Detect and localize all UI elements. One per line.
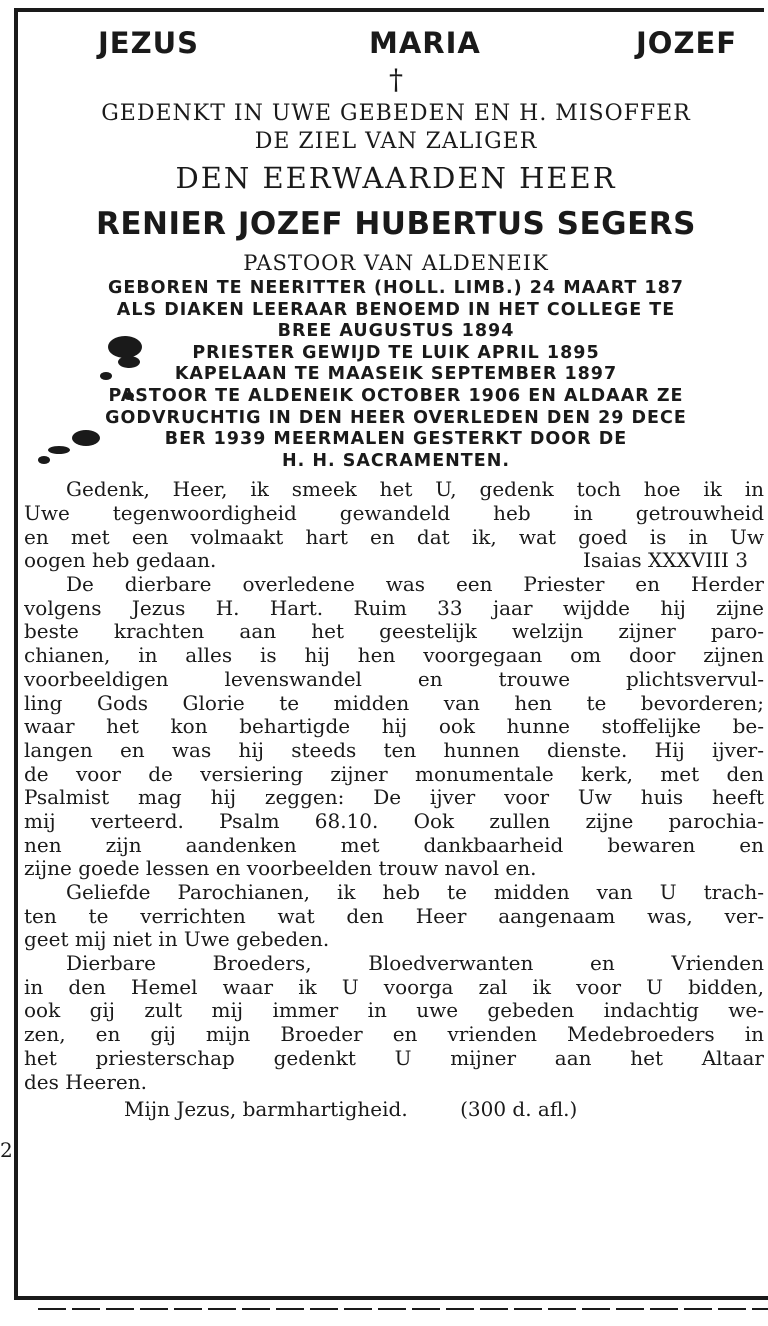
tribute-line: de voor de versiering zijner monumentale kerk, met den bbox=[24, 762, 764, 786]
tribute-line: chianen, in alles is hij hen voorgegaan om door zijnen bbox=[24, 644, 764, 668]
biography-line: GEBOREN TE NEERITTER (HOLL. LIMB.) 24 MAART 187 bbox=[108, 278, 684, 298]
scripture-line: oogen heb gedaan. bbox=[24, 549, 217, 573]
margin-page-mark: 2 bbox=[0, 1138, 13, 1162]
parishioners-line: geet mij niet in Uwe gebeden. bbox=[24, 928, 330, 952]
indulgence-note: (300 d. afl.) bbox=[460, 1097, 578, 1122]
parishioners-paragraph bbox=[24, 881, 768, 952]
parishioners-line: Geliefde Parochianen, ik heb te midden van U trach- bbox=[66, 881, 764, 905]
closing-prayer-row bbox=[24, 1094, 768, 1124]
header-jezus: JEZUS bbox=[98, 26, 200, 60]
invocation-line: DEN EERWAARDEN HEER bbox=[175, 161, 617, 195]
header-names bbox=[24, 14, 768, 60]
tribute-line: De dierbare overledene was een Priester en Herder bbox=[66, 573, 764, 597]
invocation-line: DE ZIEL VAN ZALIGER bbox=[254, 129, 538, 154]
tribute-line: zijne goede lessen en voorbeelden trouw navol en. bbox=[24, 857, 537, 881]
family-line: zen, en gij mijn Broeder en vrienden Medebroeders in bbox=[24, 1023, 764, 1047]
parishioners-line: ten te verrichten wat den Heer aangenaam was, ver- bbox=[24, 904, 764, 928]
tribute-line: Psalmist mag hij zeggen: De ijver voor Uw huis heeft bbox=[24, 786, 764, 810]
biography-line: GODVRUCHTIG IN DEN HEER OVERLEDEN DEN 29 DECE bbox=[105, 407, 687, 428]
biography-line: H. H. SACRAMENTEN. bbox=[282, 450, 510, 471]
tribute-paragraph bbox=[24, 573, 768, 881]
family-line: Dierbare Broeders, Bloedverwanten en Vrienden bbox=[66, 952, 764, 976]
memorial-card bbox=[24, 14, 768, 1124]
deceased-title: PASTOOR VAN ALDENEIK bbox=[243, 251, 549, 275]
closing-prayer: Mijn Jezus, barmhartigheid. bbox=[124, 1097, 408, 1122]
family-line: des Heeren. bbox=[24, 1070, 148, 1094]
biography-line: PASTOOR TE ALDENEIK OCTOBER 1906 EN ALDAAR ZE bbox=[108, 385, 684, 406]
biography-line: BREE AUGUSTUS 1894 bbox=[277, 321, 515, 342]
biography-line: KAPELAAN TE MAASEIK SEPTEMBER 1897 bbox=[174, 364, 618, 385]
scripture-reference: Isaias XXXVIII 3 bbox=[583, 549, 748, 573]
tribute-line: mij verteerd. Psalm 68.10. Ook zullen zijne parochia- bbox=[24, 809, 764, 833]
scripture-quote bbox=[24, 478, 768, 573]
biography-line: BER 1939 MEERMALEN GESTERKT DOOR DE bbox=[164, 429, 628, 450]
tribute-line: volgens Jezus H. Hart. Ruim 33 jaar wijdde hij zijne bbox=[24, 596, 764, 620]
cross-icon: † bbox=[389, 63, 403, 96]
header-maria: MARIA bbox=[369, 26, 481, 60]
card-border-bottom bbox=[14, 1296, 768, 1300]
card-border-bottom-dashed bbox=[38, 1308, 768, 1310]
family-line: het priesterschap gedenkt U mijner aan het Altaar bbox=[24, 1046, 764, 1070]
tribute-line: nen zijn aandenken met dankbaarheid bewaren en bbox=[24, 833, 764, 857]
family-paragraph bbox=[24, 952, 768, 1094]
card-border-left bbox=[14, 8, 18, 1300]
tribute-line: beste krachten aan het geestelijk welzijn zijner paro- bbox=[24, 620, 764, 644]
deceased-name: RENIER JOZEF HUBERTUS SEGERS bbox=[95, 206, 697, 242]
card-border-top bbox=[14, 8, 764, 12]
tribute-line: voorbeeldigen levenswandel en trouwe plichtsvervul- bbox=[24, 667, 764, 691]
invocation-line: GEDENKT IN UWE GEBEDEN EN H. MISOFFER bbox=[101, 101, 691, 126]
tribute-line: ling Gods Glorie te midden van hen te bevorderen; bbox=[24, 691, 764, 715]
tribute-line: langen en was hij steeds ten hunnen dienste. Hij ijver- bbox=[24, 738, 764, 762]
header-jozef: JOZEF bbox=[636, 26, 738, 60]
family-line: in den Hemel waar ik U voorga zal ik voor U bidden, bbox=[24, 975, 764, 999]
biography-line: PRIESTER GEWIJD TE LUIK APRIL 1895 bbox=[192, 342, 600, 363]
biography bbox=[24, 278, 768, 472]
scripture-last-line bbox=[24, 549, 768, 573]
tribute-line: waar het kon behartigde hij ook hunne stoffelijke be- bbox=[24, 715, 764, 739]
family-line: ook gij zult mij immer in uwe gebeden indachtig we- bbox=[24, 999, 764, 1023]
biography-line: ALS DIAKEN LEERAAR BENOEMD IN HET COLLEGE TE bbox=[116, 299, 676, 320]
scripture-line: Gedenk, Heer, ik smeek het U, gedenk toch hoe ik in bbox=[66, 478, 764, 502]
scripture-line: Uwe tegenwoordigheid gewandeld heb in getrouwheid bbox=[24, 502, 764, 526]
scripture-line: en met een volmaakt hart en dat ik, wat goed is in Uw bbox=[24, 525, 764, 549]
